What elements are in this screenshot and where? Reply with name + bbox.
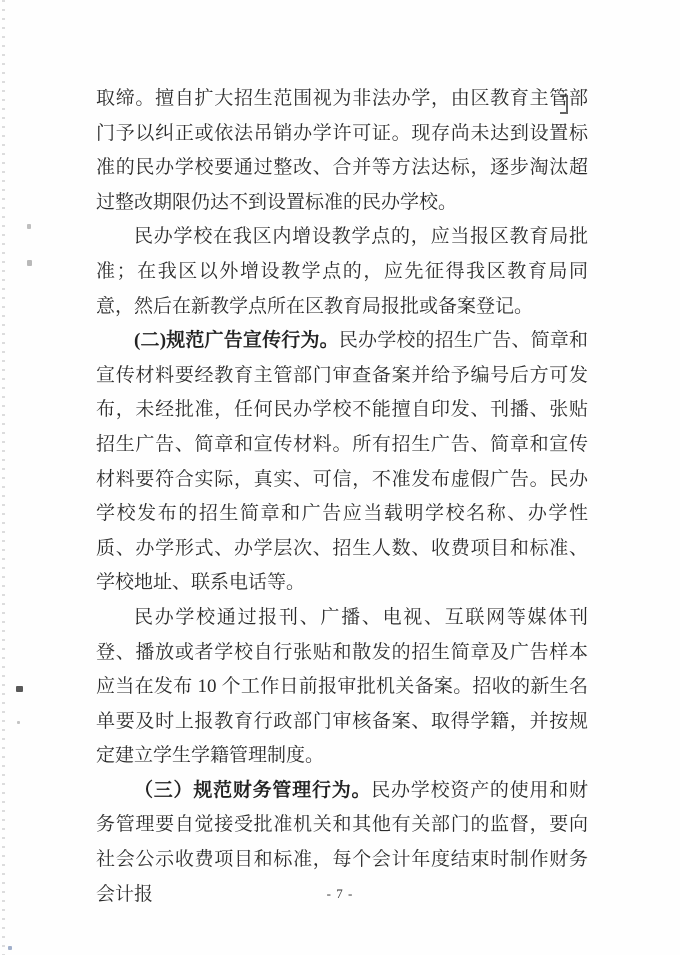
- scan-speck-artifact: [8, 946, 12, 950]
- paragraph-2: [96, 220, 588, 324]
- text-segment: 民办学校的招生广告、简章和宣传材料要经教育主管部门审查备案并给予编号后方可发布，未经批准，任何民办学校不能擅自印发、刊播、张贴招生广告、简章和宣传材料。所有招生广告、简章和宣传材料要符合实际，真实、可信，不准发布虚假广告。民办学校发布的招生简章和广告应当载明学校名称、办学性质、办学形式、办学层次、招生人数、收费项目和标准、学校地址、联系电话等。: [96, 330, 588, 594]
- scan-speck-artifact: [27, 260, 32, 266]
- section-heading: (二)规范广告宣传行为。: [134, 330, 339, 352]
- text-segment: 民办学校资产的使用和财务管理要自觉接受批准机关和其他有关部门的监督，要向社会公示收费项目和标准，每个会计年度结束时制作财务会计报: [96, 779, 588, 905]
- paragraph-3: [96, 324, 588, 601]
- paragraph-4: [96, 601, 588, 774]
- document-body: [96, 82, 588, 912]
- section-heading: （三）规范财务管理行为。: [134, 779, 372, 801]
- scan-speck-artifact: [16, 686, 23, 692]
- paragraph-1: [96, 82, 588, 220]
- scan-edge-noise: [2, 0, 5, 955]
- text-segment: 取缔。擅自扩大招生范围视为非法办学，由区教育主管部门予以纠正或依法吊销办学许可证。现存尚未达到设置标准的民办学校要通过整改、合并等方法达标，逐步淘汰超过整改期限仍达不到设置标准的民办学校。: [96, 88, 588, 213]
- text-segment: 民办学校通过报刊、广播、电视、互联网等媒体刊登、播放或者学校自行张贴和散发的招生简章及广告样本应当在发布 10 个工作日前报审批机关备案。招收的新生名单要及时上报教育行政部门审核备案、取得学籍，并按规定建立学生学籍管理制度。: [96, 606, 588, 767]
- page-number: - 7 -: [326, 886, 354, 901]
- scan-speck-artifact: [27, 224, 31, 229]
- text-segment: 民办学校在我区内增设教学点的，应当报区教育局批准；在我区以外增设教学点的，应先征得我区教育局同意，然后在新教学点所在区教育局报批或备案登记。: [96, 226, 588, 317]
- scan-speck-artifact: [17, 721, 20, 724]
